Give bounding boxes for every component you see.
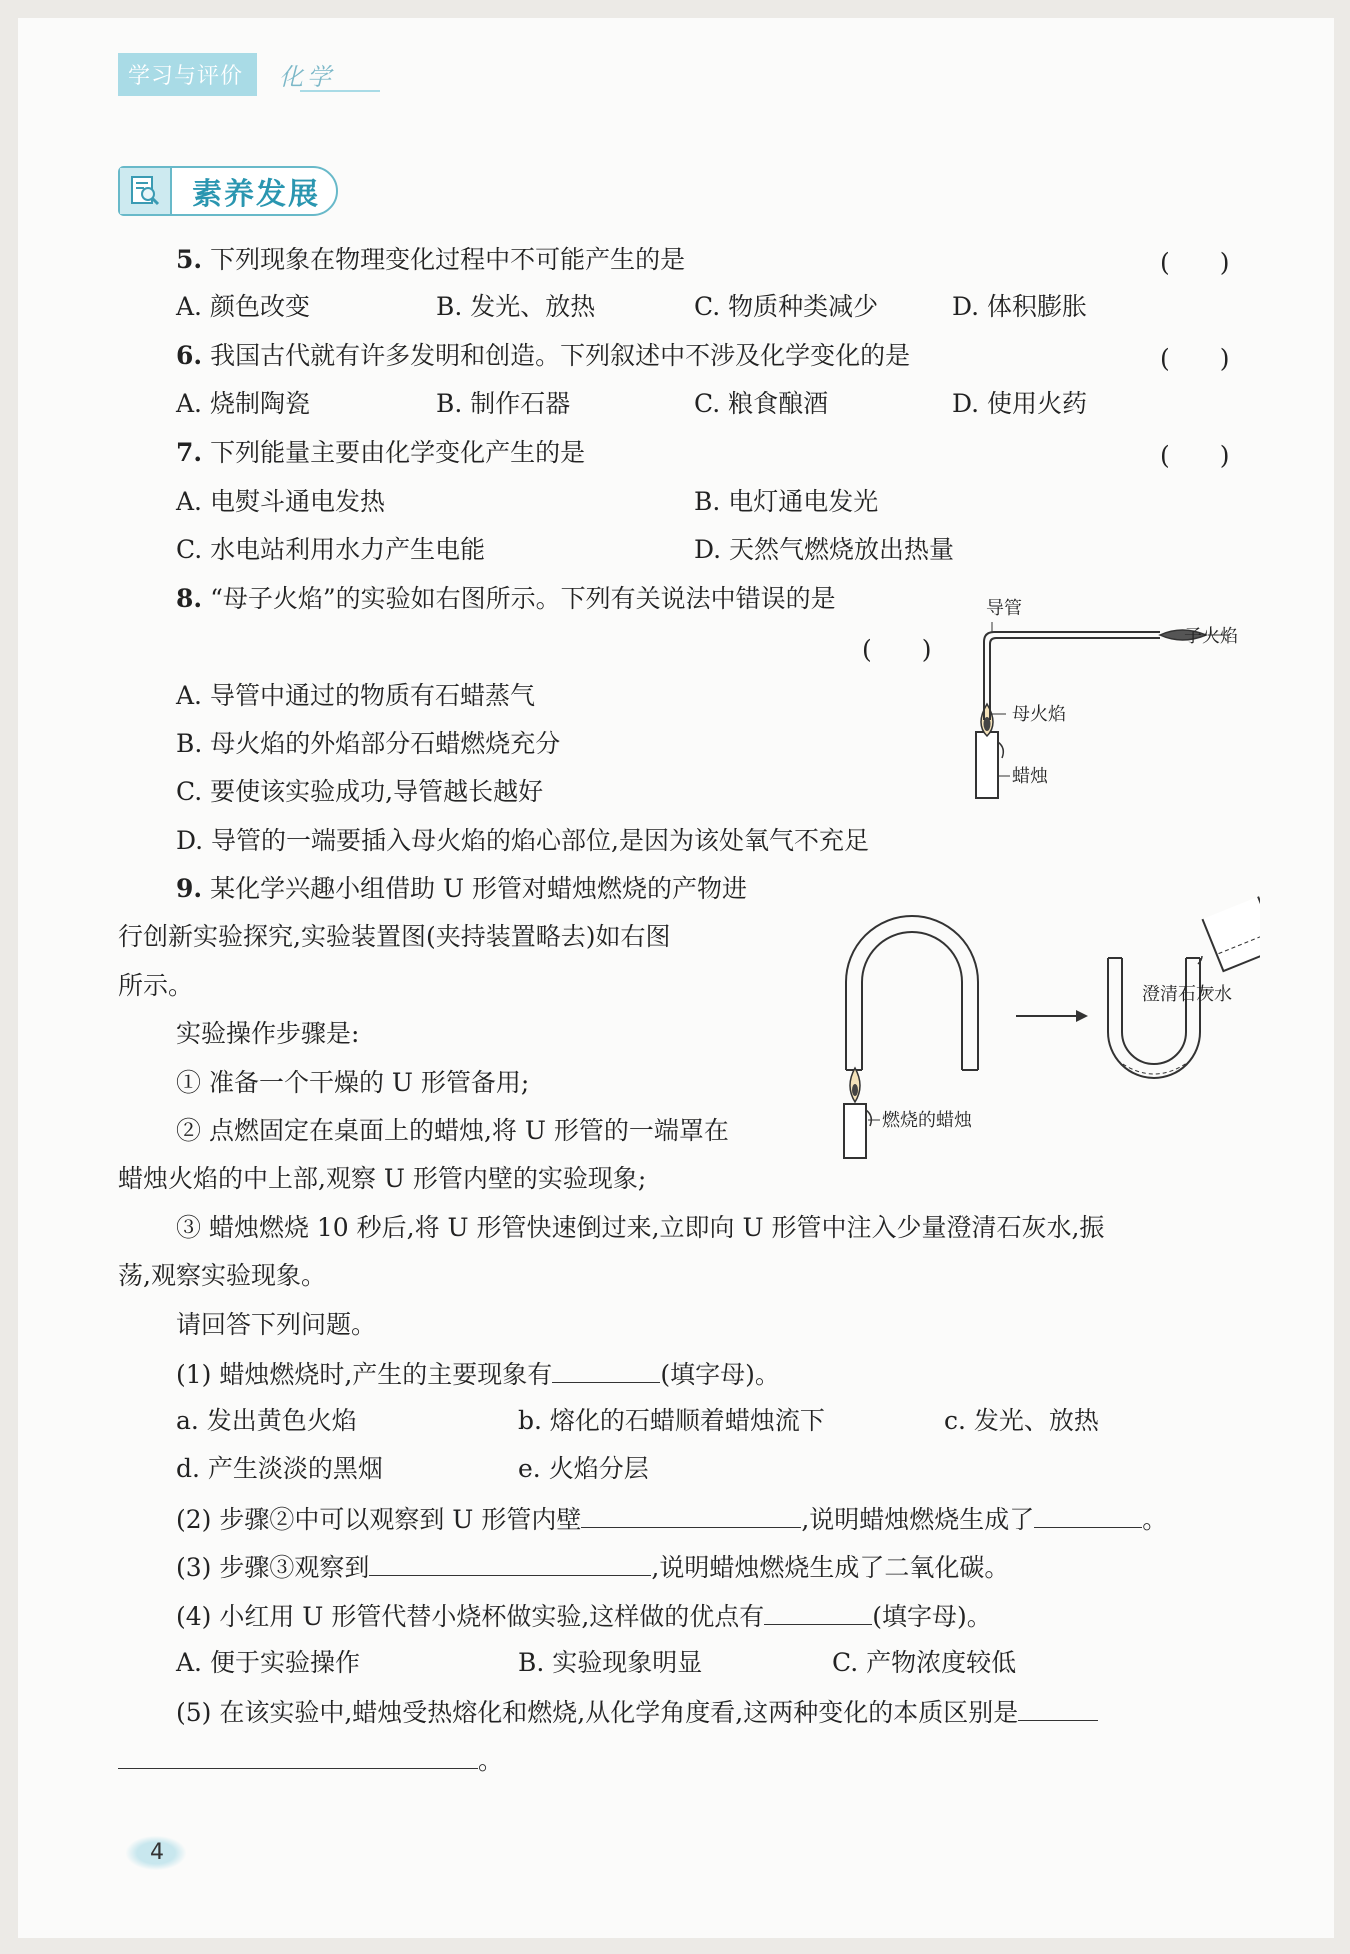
- q9-step1: ① 准备一个干燥的 U 形管备用;: [176, 1068, 530, 1097]
- q8-number: 8.: [176, 584, 203, 613]
- page-number: 4: [126, 1836, 186, 1870]
- q9-sub1-option-c: c. 发光、放热: [944, 1406, 1099, 1435]
- q6-text: 我国古代就有许多发明和创造。下列叙述中不涉及化学变化的是: [210, 341, 911, 370]
- q8-option-c: C. 要使该实验成功,导管越长越好: [176, 777, 544, 806]
- q8-answer-paren[interactable]: ( ): [862, 635, 932, 664]
- q9-sub1: [176, 1356, 780, 1392]
- brand-label: 学习与评价: [118, 53, 257, 96]
- q9-step2-line2: 蜡烛火焰的中上部,观察 U 形管内壁的实验现象;: [118, 1164, 647, 1193]
- q9-sub2-post: 。: [1142, 1505, 1168, 1534]
- q9-sub1-option-e: e. 火焰分层: [518, 1454, 649, 1483]
- q7-number: 7.: [176, 438, 203, 467]
- q9-sub1-pre: (1) 蜡烛燃烧时,产生的主要现象有: [176, 1360, 553, 1389]
- q5-text: 下列现象在物理变化过程中不可能产生的是: [210, 245, 686, 274]
- tube-label: 导管: [986, 598, 1022, 619]
- candle-body: [976, 732, 998, 798]
- header-underline: [300, 90, 380, 92]
- q5-answer-paren[interactable]: ( ): [1160, 248, 1230, 277]
- q9-number: 9.: [176, 874, 203, 903]
- q9-sub5-line2: [118, 1742, 503, 1778]
- q9-intro-line1: [176, 872, 747, 906]
- q7-answer-paren[interactable]: ( ): [1160, 441, 1230, 470]
- q9-intro-text1: 某化学兴趣小组借助 U 形管对蜡烛燃烧的产物进: [210, 874, 748, 903]
- q9-sub2-blank1[interactable]: [581, 1501, 801, 1528]
- q7-option-c: C. 水电站利用水力产生电能: [176, 535, 486, 564]
- q9-sub3-pre: (3) 步骤③观察到: [176, 1553, 370, 1582]
- inverted-u-tube: [846, 916, 978, 1070]
- q5-option-d: D. 体积膨胀: [952, 292, 1088, 321]
- q9-sub5: [176, 1694, 1098, 1730]
- q8-option-a: A. 导管中通过的物质有石蜡蒸气: [176, 681, 535, 710]
- q9-sub4-option-c: C. 产物浓度较低: [832, 1648, 1017, 1677]
- q9-step2-line1: ② 点燃固定在桌面上的蜡烛,将 U 形管的一端罩在: [176, 1116, 729, 1145]
- q7-option-d: D. 天然气燃烧放出热量: [694, 535, 955, 564]
- section-title: 素养发展: [192, 177, 320, 212]
- q9-sub4-post: (填字母)。: [872, 1602, 992, 1631]
- q9-sub5-post: 。: [478, 1746, 504, 1775]
- q9-steps-title: 实验操作步骤是:: [176, 1019, 360, 1048]
- q9-sub1-option-a: a. 发出黄色火焰: [176, 1406, 357, 1435]
- q5-option-b: B. 发光、放热: [436, 292, 596, 321]
- q6-option-d: D. 使用火药: [952, 389, 1088, 418]
- q6-number: 6.: [176, 341, 203, 370]
- q9-sub5-blank1[interactable]: [1018, 1694, 1098, 1721]
- q5-option-c: C. 物质种类减少: [694, 292, 879, 321]
- mother-child-flame-figure: [940, 592, 1260, 802]
- limewater-label: 澄清石灰水: [1142, 984, 1232, 1005]
- q9-sub4: [176, 1598, 992, 1634]
- q9-sub3-blank[interactable]: [369, 1549, 651, 1576]
- q8-text: “母子火焰”的实验如右图所示。下列有关说法中错误的是: [210, 584, 836, 613]
- q8-option-b: B. 母火焰的外焰部分石蜡燃烧充分: [176, 729, 561, 758]
- q9-sub3: [176, 1549, 1009, 1585]
- q9-sub5-blank2[interactable]: [118, 1742, 478, 1769]
- q9-sub4-option-b: B. 实验现象明显: [518, 1648, 703, 1677]
- candle-label: 蜡烛: [1012, 766, 1048, 787]
- mother-flame-label: 母火焰: [1012, 704, 1066, 725]
- burning-candle: [844, 1104, 866, 1158]
- q7-stem: [176, 436, 585, 470]
- beaker: [1202, 897, 1260, 971]
- q9-sub1-option-d: d. 产生淡淡的黑烟: [176, 1454, 383, 1483]
- q9-ask: 请回答下列问题。: [176, 1310, 377, 1339]
- q9-sub2-blank2[interactable]: [1034, 1501, 1142, 1528]
- q9-sub2: [176, 1501, 1167, 1537]
- q6-option-c: C. 粮食酿酒: [694, 389, 829, 418]
- q7-option-a: A. 电熨斗通电发热: [176, 487, 385, 516]
- subject-label: 化学: [279, 62, 336, 91]
- q9-sub4-pre: (4) 小红用 U 形管代替小烧杯做实验,这样做的优点有: [176, 1602, 765, 1631]
- q9-step3-line1: ③ 蜡烛燃烧 10 秒后,将 U 形管快速倒过来,立即向 U 形管中注入少量澄清石灰水,振: [176, 1213, 1105, 1242]
- q7-option-b: B. 电灯通电发光: [694, 487, 879, 516]
- q9-sub3-post: ,说明蜡烛燃烧生成了二氧化碳。: [651, 1553, 1010, 1582]
- q9-sub1-option-b: b. 熔化的石蜡顺着蜡烛流下: [518, 1406, 825, 1435]
- child-flame-label: 子火焰: [1184, 626, 1238, 647]
- q9-sub2-pre: (2) 步骤②中可以观察到 U 形管内壁: [176, 1505, 582, 1534]
- q6-answer-paren[interactable]: ( ): [1160, 344, 1230, 373]
- q8-stem: [176, 582, 836, 616]
- q9-sub1-post: (填字母)。: [660, 1360, 780, 1389]
- q5-number: 5.: [176, 245, 203, 274]
- u-tube-figure: [830, 892, 1260, 1162]
- q8-option-d: D. 导管的一端要插入母火焰的焰心部位,是因为该处氧气不充足: [176, 826, 869, 855]
- q9-step3-line2: 荡,观察实验现象。: [118, 1261, 326, 1290]
- q9-intro-line3: 所示。: [118, 971, 194, 1000]
- magnifier-doc-icon: [120, 168, 172, 214]
- q5-option-a: A. 颜色改变: [176, 292, 310, 321]
- q9-sub5-pre: (5) 在该实验中,蜡烛受热熔化和燃烧,从化学角度看,这两种变化的本质区别是: [176, 1698, 1019, 1727]
- glass-tube: [984, 632, 1160, 720]
- q6-option-a: A. 烧制陶瓷: [176, 389, 310, 418]
- q5-stem: [176, 243, 685, 277]
- q9-sub4-option-a: A. 便于实验操作: [176, 1648, 360, 1677]
- section-badge: [118, 166, 338, 216]
- q9-intro-line2: 行创新实验探究,实验装置图(夹持装置略去)如右图: [118, 922, 671, 951]
- q7-text: 下列能量主要由化学变化产生的是: [210, 438, 586, 467]
- q6-stem: [176, 339, 910, 373]
- q6-option-b: B. 制作石器: [436, 389, 571, 418]
- q9-sub1-blank[interactable]: [552, 1356, 660, 1383]
- burning-candle-label: 燃烧的蜡烛: [882, 1110, 972, 1131]
- q9-sub2-mid: ,说明蜡烛燃烧生成了: [801, 1505, 1035, 1534]
- q9-sub4-blank[interactable]: [764, 1598, 872, 1625]
